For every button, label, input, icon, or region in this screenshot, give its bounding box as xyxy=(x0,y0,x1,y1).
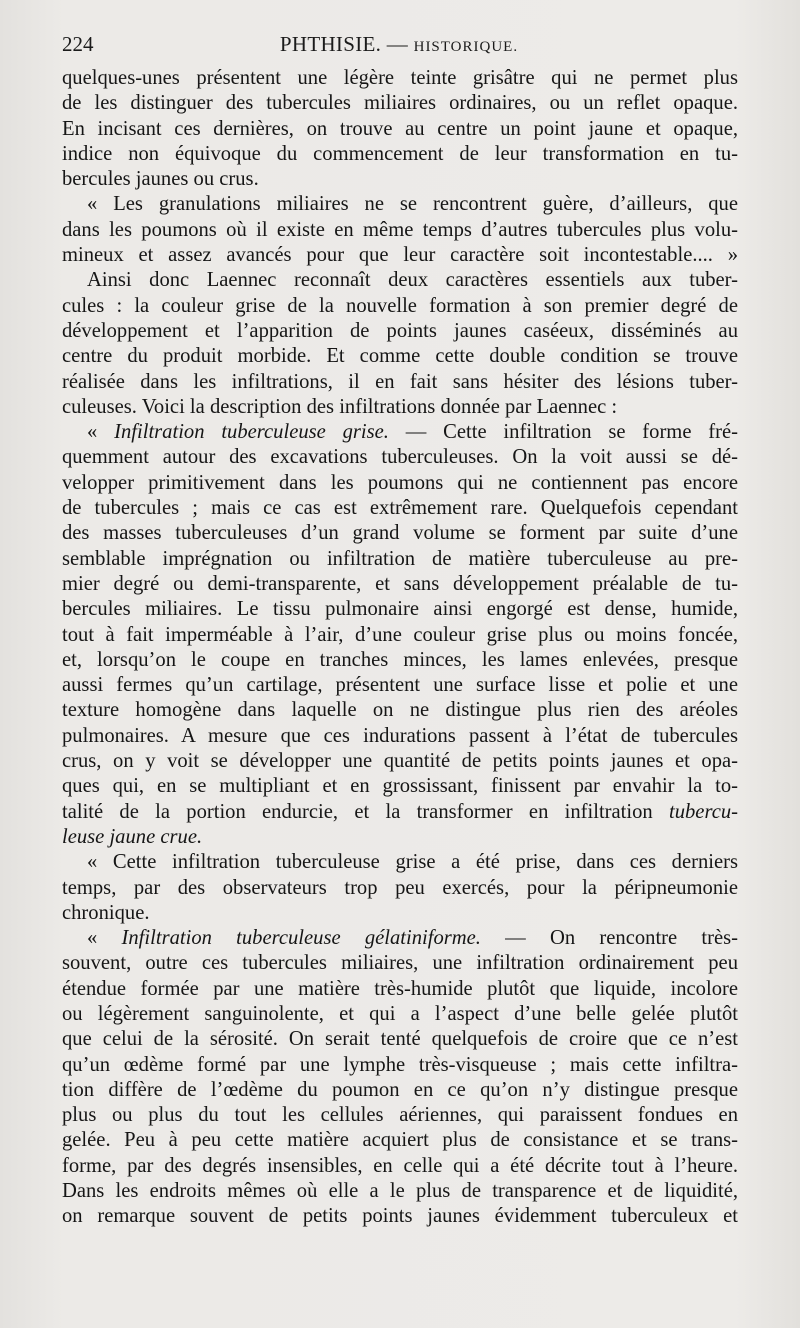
text-line: mineux et assez avancés pour que leur caractère soit incontestable.... » xyxy=(62,244,738,267)
text-line: développement et l’apparition de points jaunes caséeux, disséminés au xyxy=(62,319,738,342)
text-line: indice non équivoque du commencement de leur transformation en tu- xyxy=(62,142,738,165)
text-line xyxy=(62,420,738,445)
text-line: mier degré ou demi-transparente, et sans développement préalable de tu- xyxy=(62,572,738,595)
text-segment: talité de la portion endurcie, et la transformer en infiltration xyxy=(62,800,669,823)
italic-term: Infiltration tuberculeuse gélatiniforme. xyxy=(121,927,481,950)
body-text xyxy=(62,66,738,1230)
text-line: culeuses. Voici la description des infiltrations donnée par Laennec : xyxy=(62,395,618,418)
text-line: plus ou plus du tout les cellules aériennes, qui paraissent fondues en xyxy=(62,1104,738,1127)
text-line: étendue formée par une matière très-humide plutôt que liquide, incolore xyxy=(62,977,738,1000)
text-line xyxy=(62,825,738,850)
text-line: « Cette infiltration tuberculeuse grise a été prise, dans ces derniers xyxy=(87,851,738,874)
text-line: cules : la couleur grise de la nouvelle formation à son premier degré de xyxy=(62,294,738,317)
text-line: semblable imprégnation ou infiltration de matière tuberculeuse au pre- xyxy=(62,547,738,570)
text-line: gelée. Peu à peu cette matière acquiert plus de consistance et se trans- xyxy=(62,1129,738,1152)
header-subtitle: HISTORIQUE. xyxy=(413,39,519,55)
text-line: Dans les endroits mêmes où elle a le plus de transparence et de liquidité, xyxy=(62,1180,738,1203)
text-line: temps, par des observateurs trop peu exercés, pour la péripneumonie xyxy=(62,876,738,899)
text-line: centre du produit morbide. Et comme cette double condition se trouve xyxy=(62,345,738,368)
text-segment: — Cette infiltration se forme fré- xyxy=(388,421,738,444)
text-line: tout à fait imperméable à l’air, d’une couleur grise plus ou moins foncée, xyxy=(62,623,738,646)
text-line: forme, par des degrés insensibles, en celle qui a été décrite tout à l’heure. xyxy=(62,1154,738,1177)
header-title: PHTHISIE. xyxy=(279,32,382,56)
text-line: aussi fermes qu’un cartilage, présentent une surface lisse et polie et une xyxy=(62,674,738,697)
text-line: crus, on y voit se développer une quantité de petits points jaunes et opa- xyxy=(62,750,738,773)
text-line: quemment autour des excavations tuberculeuses. On la voit aussi se dé- xyxy=(62,446,738,469)
text-line: velopper primitivement dans les poumons qui ne contiennent pas encore xyxy=(62,471,738,494)
text-line: pulmonaires. A mesure que ces indurations passent à l’état de tubercules xyxy=(62,724,738,747)
header-dash: — xyxy=(386,32,409,56)
text-line: que celui de la sérosité. On serait tenté quelquefois de croire que ce n’est xyxy=(62,1028,738,1051)
text-line: ou légèrement sanguinolente, et qui a l’aspect d’une belle gelée plutôt xyxy=(62,1002,738,1025)
text-line: En incisant ces dernières, on trouve au centre un point jaune et opaque, xyxy=(62,117,738,140)
text-line xyxy=(62,926,738,951)
page-number: 224 xyxy=(62,32,94,56)
italic-term: tubercu- xyxy=(668,800,738,823)
text-line: et, lorsqu’on le coupe en tranches minces, les lames enlevées, presque xyxy=(62,648,738,671)
text-line: on remarque souvent de petits points jaunes évidemment tuberculeux et xyxy=(62,1205,738,1228)
text-line: dans les poumons où il existe en même temps d’autres tubercules plus volu- xyxy=(62,218,738,241)
text-line: bercules miliaires. Le tissu pulmonaire ainsi engorgé est dense, humide, xyxy=(62,598,738,621)
text-segment: « xyxy=(87,927,122,950)
text-line: tion diffère de l’œdème du poumon en ce qu’on n’y distingue presque xyxy=(62,1078,738,1101)
italic-term: Infiltration tuberculeuse grise. xyxy=(114,421,389,444)
italic-term: leuse jaune crue. xyxy=(62,825,203,848)
text-line: réalisée dans les infiltrations, il en fait sans hésiter des lésions tuber- xyxy=(62,370,738,393)
text-line: ques qui, en se multipliant et en grossissant, finissent par envahir la to- xyxy=(62,775,738,798)
text-line: bercules jaunes ou crus. xyxy=(62,168,259,191)
running-header xyxy=(62,32,736,62)
text-line: des masses tuberculeuses d’un grand volume se forment par suite d’une xyxy=(62,522,738,545)
text-line xyxy=(62,800,738,825)
text-line: de les distinguer des tubercules miliaires ordinaires, ou un reflet opaque. xyxy=(62,92,738,115)
text-line: de tubercules ; mais ce cas est extrêmement rare. Quelquefois cependant xyxy=(62,497,738,520)
text-line: « Les granulations miliaires ne se rencontrent guère, d’ailleurs, que xyxy=(87,193,738,216)
text-line: qu’un œdème formé par une lymphe très-visqueuse ; mais cette infiltra- xyxy=(62,1053,738,1076)
text-line: texture homogène dans laquelle on ne distingue plus rien des aréoles xyxy=(62,699,738,722)
text-segment: « xyxy=(87,421,115,444)
text-line: chronique. xyxy=(62,901,150,924)
text-line: Ainsi donc Laennec reconnaît deux caractères essentiels aux tuber- xyxy=(87,269,738,292)
running-title xyxy=(62,32,736,57)
text-line: souvent, outre ces tubercules miliaires, une infiltration ordinairement peu xyxy=(62,952,738,975)
text-line: quelques-unes présentent une légère teinte grisâtre qui ne permet plus xyxy=(62,67,738,89)
text-segment: — On rencontre très- xyxy=(480,927,738,950)
